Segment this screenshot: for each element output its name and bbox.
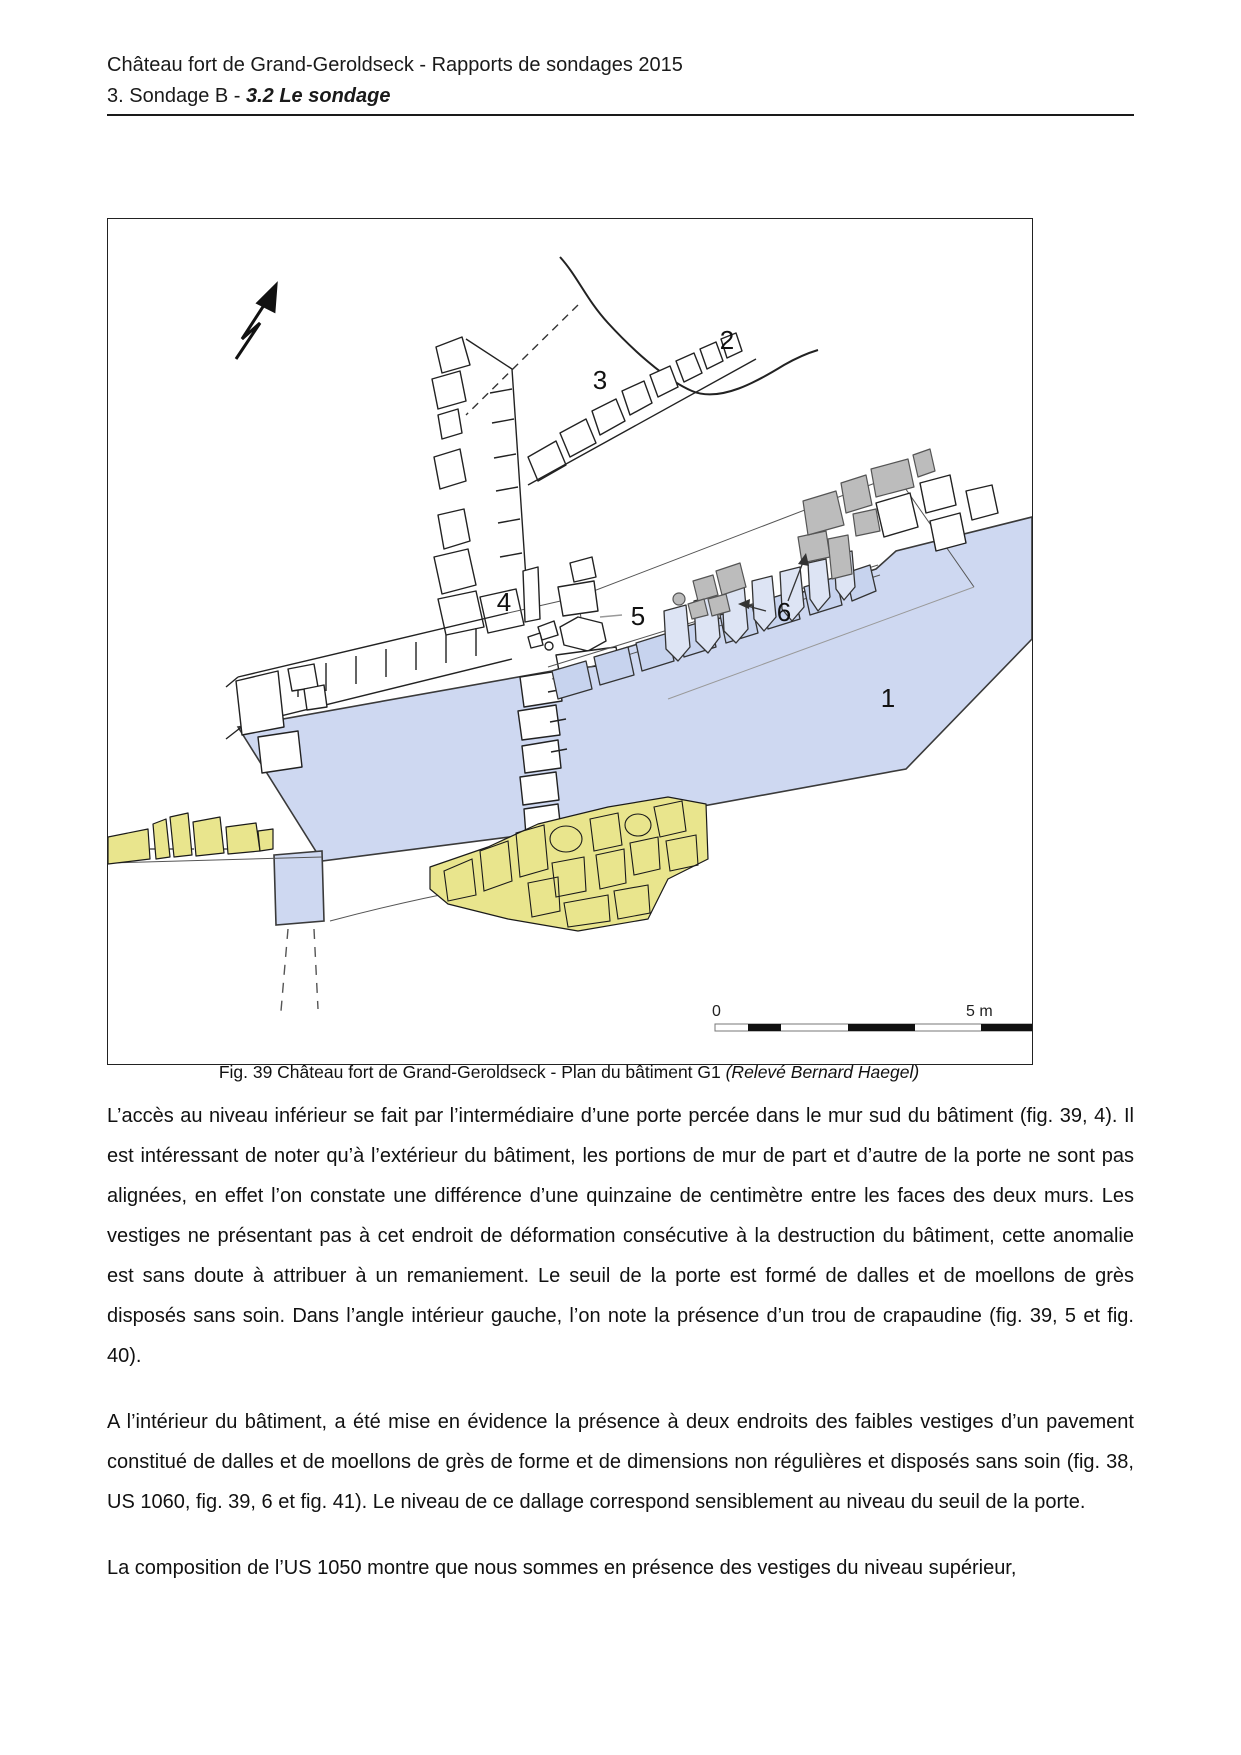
paragraph-pavement: A l’intérieur du bâtiment, a été mise en évidence la présence à deux endroits des faibles vestiges d’un pavement constitué de dalles et de moellons de grès de forme et de dimensions non régulières et disposés sans soin (fig. 38, US 1060, fig. 39, 6 et fig. 41). Le niveau de ce dallage correspond sensiblement au niveau du seuil de la porte. xyxy=(107,1411,1134,1513)
paragraph-us1050: La composition de l’US 1050 montre que nous sommes en présence des vestiges du niveau supérieur, xyxy=(107,1557,1017,1579)
scale-five-label: 5 m xyxy=(966,1003,993,1020)
paragraph-access-door: L’accès au niveau inférieur se fait par l’intermédiaire d’une porte percée dans le mur sud du bâtiment (fig. 39, 4). Il est intéressant de noter qu’à l’extérieur du bâtiment, les portions de mur de part et d’autre de la porte ne sont pas alignées, en effet l’on constate une différence d’une quinzaine de centimètre entre les faces des deux murs. Les vestiges ne présentant pas à cet endroit de déformation consécutive à la destruction du bâtiment, cette anomalie est sans doute à attribuer à un remaniement. Le seuil de la porte est formé de dalles et de moellons de grès disposés sans soin. Dans l’angle intérieur gauche, l’on note la présence d’un trou de crapaudine (fig. 39, 5 et fig. 40). xyxy=(107,1105,1134,1367)
yellow-stones-left xyxy=(108,813,273,864)
figure-caption xyxy=(107,1062,1031,1083)
caption-credit: (Relevé Bernard Haegel) xyxy=(725,1062,920,1082)
scale-bar xyxy=(712,1003,1032,1031)
page-header xyxy=(107,50,1134,112)
plan-drawing xyxy=(108,219,1032,1064)
section-title xyxy=(107,81,1134,112)
caption-text: Fig. 39 Château fort de Grand-Geroldseck - Plan du bâtiment G1 xyxy=(218,1062,726,1082)
section-number: 3. Sondage B - xyxy=(107,85,246,107)
section-name: 3.2 Le sondage xyxy=(245,85,391,107)
scale-zero-label: 0 xyxy=(712,1003,721,1020)
figure-39-plan xyxy=(107,218,1033,1065)
body-text xyxy=(107,1096,1134,1614)
plan-label-3: 3 xyxy=(592,365,608,395)
north-arrow-icon xyxy=(236,285,276,359)
plan-label-1: 1 xyxy=(880,683,896,713)
plan-label-5: 5 xyxy=(630,601,646,631)
plan-label-6: 6 xyxy=(776,597,792,627)
report-title: Château fort de Grand-Geroldseck - Rapports de sondages 2015 xyxy=(107,54,683,76)
plan-label-2: 2 xyxy=(719,325,735,355)
plan-label-4: 4 xyxy=(496,587,512,617)
header-rule xyxy=(107,114,1134,116)
